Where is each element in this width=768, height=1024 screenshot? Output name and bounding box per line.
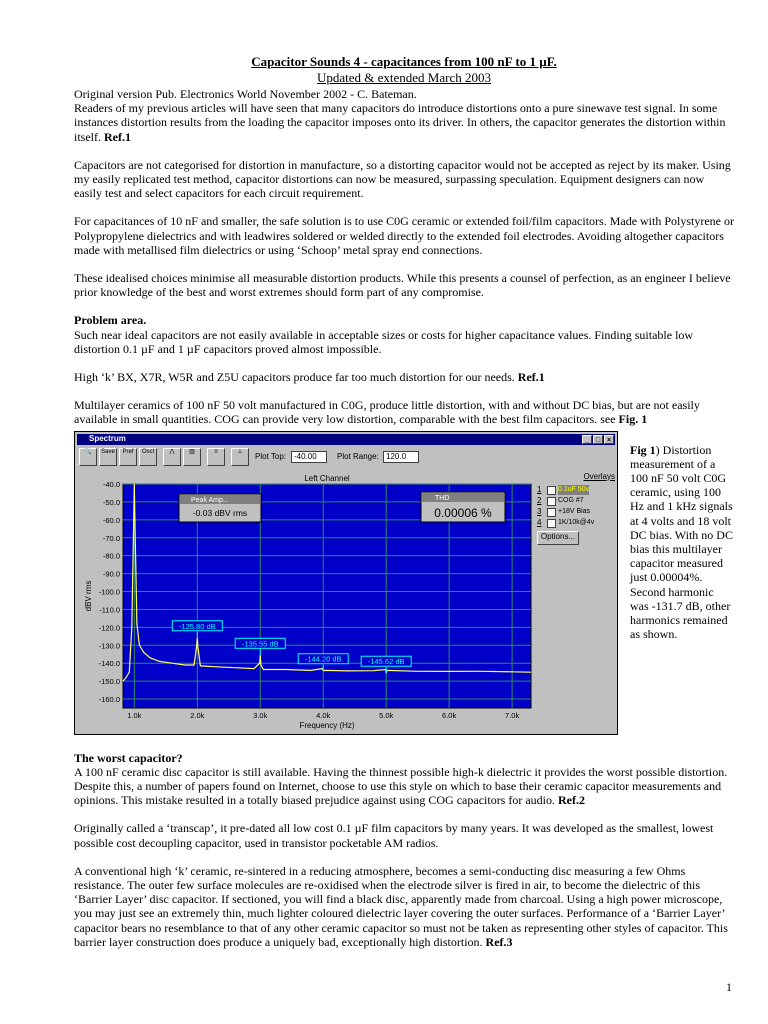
- spectrum-chart: [79, 472, 535, 734]
- annotation-label: -144.20 dB: [304, 654, 342, 664]
- overlay-label: +18V Bias: [558, 508, 591, 516]
- overlay-item[interactable]: [537, 518, 615, 529]
- caption-label: Fig 1: [630, 442, 656, 457]
- figure-row: [74, 431, 734, 737]
- overlay-checkbox[interactable]: [547, 486, 556, 495]
- peak-icon[interactable]: ⋀: [163, 448, 181, 466]
- document-page: [74, 54, 734, 963]
- ref-link[interactable]: Ref.1: [517, 370, 545, 385]
- intro-line-1: Original version Pub. Electronics World November 2002 - C. Bateman.: [74, 87, 417, 101]
- y-tick-label: -50.0: [102, 497, 120, 507]
- x-tick-label: 6.0k: [442, 710, 457, 720]
- overlay-number: 3: [537, 507, 542, 517]
- pref-tool-button[interactable]: Pref: [119, 448, 137, 466]
- overlay-number: 4: [537, 518, 542, 528]
- overlay-item[interactable]: [537, 507, 615, 518]
- window-title: Spectrum: [89, 433, 126, 443]
- y-tick-label: -110.0: [99, 605, 120, 615]
- window-titlebar[interactable]: [77, 434, 615, 445]
- y-tick-label: -80.0: [102, 551, 120, 561]
- paragraph-1: Capacitors are not categorised for distortion in manufacture, so a distorting capacitor would not be accepted as reject by its maker. Using my easily replicated test method, capacitor distortions can now be measured, surpassing speculation. Equipment designers can now easily test and select capacitors for each circuit requirement.: [74, 157, 731, 201]
- y-tick-label: -140.0: [98, 658, 120, 668]
- overlay-checkbox[interactable]: [547, 497, 556, 506]
- page-number: 1: [726, 980, 732, 994]
- paragraph-5-text: High ‘k’ BX, X7R, W5R and Z5U capacitors produce far too much distortion for our needs.: [74, 370, 515, 385]
- ref-link[interactable]: Ref.2: [558, 793, 586, 808]
- paragraph-6-text: Multilayer ceramics of 100 nF 50 volt manufactured in C0G, produce little distortion, with and without DC bias, but are not easily available in small quantities. COG can provide very low distortion, comparable with the best film capacitors. see: [74, 398, 700, 427]
- y-tick-label: -120.0: [98, 623, 120, 633]
- overlay-checkbox[interactable]: [547, 519, 556, 528]
- plot-top-input[interactable]: -40.00: [291, 451, 327, 463]
- intro-text: Readers of my previous articles will have seen that many capacitors do introduce distortions onto a pure sinewave test signal. In some instances distortion results from the loading the capacitor imposes onto its driver. In others, the capacitor generates the distortion within itself.: [74, 101, 726, 144]
- paragraph-6: [74, 398, 734, 426]
- spectrum-toolbar: [79, 448, 613, 468]
- overlay-label: 1K/10k@4v: [558, 519, 595, 527]
- spectrum-window: [74, 431, 618, 735]
- y-tick-label: -100.0: [98, 587, 120, 597]
- overlay-item[interactable]: [537, 496, 615, 507]
- overlay-item[interactable]: [537, 485, 615, 496]
- overlays-label[interactable]: Overlays: [583, 471, 615, 481]
- thd-meter-value: 0.00006 %: [434, 505, 492, 520]
- y-axis-label: dBV rms: [84, 580, 93, 611]
- oscl-tool-button[interactable]: Oscl: [139, 448, 157, 466]
- plot-range-label: Plot Range:: [337, 451, 379, 461]
- x-tick-label: 4.0k: [316, 710, 331, 720]
- paragraph-7-text: A 100 nF ceramic disc capacitor is still available. Having the thinnest possible high-k dielectric it provides the worst possible distortion. Despite this, a number of papers found on Internet, choose to use this style on which to base their ceramic capacitor measurements and opinions. This mistake resulted in a totally biased prejudice against using COG capacitors for audio.: [74, 764, 728, 808]
- x-tick-label: 1.0k: [127, 710, 142, 720]
- annotation-label: -135.55 dB: [241, 638, 279, 648]
- thd-meter-title: THD: [435, 494, 450, 502]
- page-subtitle: Updated & extended March 2003: [316, 70, 491, 85]
- fig-ref-link[interactable]: Fig. 1: [618, 412, 648, 427]
- plot-top-label: Plot Top:: [255, 451, 286, 461]
- y-tick-label: -40.0: [102, 479, 120, 489]
- y-tick-label: -150.0: [98, 676, 120, 686]
- overlay-checkbox[interactable]: [547, 508, 556, 517]
- paragraph-5: [74, 370, 734, 384]
- bars-icon[interactable]: ▥: [183, 448, 201, 466]
- list-icon[interactable]: ≡: [207, 448, 225, 466]
- figure-1: [74, 431, 620, 737]
- paragraph-4: Such near ideal capacitors are not easily available in acceptable sizes or costs for higher capacitance values. Finding suitable low distortion 0.1 µF and 1 µF capacitors proved almost impossible.: [74, 327, 694, 356]
- paragraph-8: Originally called a ‘transcap’, it pre-dated all low cost 0.1 µF film capacitors by many years. It was developed as the smallest, lowest possible cost decoupling capacitor, used in transistor pocketable AM radios.: [74, 821, 714, 850]
- zoom-icon[interactable]: 🔍: [79, 448, 97, 466]
- annotation-label: -145.62 dB: [367, 656, 405, 666]
- cursor-icon[interactable]: ⊥: [231, 448, 249, 466]
- paragraph-9: [74, 864, 734, 949]
- overlay-number: 1: [537, 485, 542, 495]
- overlay-label: COG #7: [558, 497, 584, 505]
- x-tick-label: 7.0k: [505, 710, 520, 720]
- save-tool-button[interactable]: Save: [99, 448, 117, 466]
- intro-paragraph: [74, 101, 734, 144]
- section-heading-worst: The worst capacitor?: [74, 750, 183, 765]
- caption-text: ) Distortion measurement of a 100 nF 50 volt C0G ceramic, using 100 Hz and 1 kHz signals at 4 volts and 18 volt DC bias. With no DC bias this multilayer capacitor measured just 0.00004%. Second harmonic was -131.7 dB, other harmonics remained as shown.: [630, 442, 733, 642]
- peak-meter-value: -0.03 dBV rms: [192, 507, 248, 518]
- figure-caption: [630, 431, 734, 737]
- ref-link[interactable]: Ref.3: [485, 934, 513, 949]
- overlay-list: [537, 485, 615, 529]
- x-axis-label: Frequency (Hz): [299, 720, 355, 730]
- plot-range-input[interactable]: 120.0: [383, 451, 419, 463]
- maximize-button[interactable]: □: [593, 435, 603, 444]
- minimize-button[interactable]: _: [582, 435, 592, 444]
- overlay-number: 2: [537, 496, 542, 506]
- overlays-panel: [537, 472, 615, 545]
- x-tick-label: 2.0k: [190, 710, 205, 720]
- paragraph-9-text: A conventional high ‘k’ ceramic, re-sintered in a reducing atmosphere, becomes a semi-conducting disc measuring a few Ohms resistance. The outer few surface molecules are re-oxidised when the electrode silver is fired in air, to become the dielectric of this ‘Barrier Layer’ disc capacitor. If sectioned, you will find a black disc, apparently made from charcoal. Using a high power microscope, you may just see an extremely thin, much lighter coloured dielectric layer covering the outer surfaces. Performance of a ‘Barrier Layer’ capacitor bears no resemblance to that of any other ceramic capacitor so must not be taken as representing other styles of capacitor. This barrier layer construction does produce a uniquely bad, exceptionally high distortion.: [74, 863, 728, 949]
- options-button[interactable]: Options...: [537, 531, 579, 545]
- paragraph-2: For capacitances of 10 nF and smaller, the safe solution is to use C0G ceramic or extended foil/film capacitors. Made with Polystyrene or Polypropylene dielectrics and with leadwires soldered or welded directly to the extended foil electrodes. Avoiding altogether capacitors made with metallised film dielectrics or using ‘Schoop’ metal spray end connections.: [74, 214, 735, 257]
- page-title: Capacitor Sounds 4 - capacitances from 100 nF to 1 µF.: [251, 54, 557, 69]
- paragraph-7: [74, 765, 734, 808]
- annotation-label: -125.80 dB: [178, 621, 216, 631]
- overlay-label: 0.1uF 50v: [558, 486, 590, 494]
- section-heading-problem: Problem area.: [74, 313, 147, 328]
- paragraph-3: These idealised choices minimise all measurable distortion products. While this presents a counsel of perfection, as an engineer I believe prior knowledge of the best and worst extremes should form part of any compromise.: [74, 271, 731, 300]
- close-button[interactable]: ×: [604, 435, 614, 444]
- y-tick-label: -90.0: [102, 569, 120, 579]
- x-tick-label: 3.0k: [253, 710, 268, 720]
- chart-title: Left Channel: [304, 473, 350, 483]
- y-tick-label: -60.0: [102, 515, 120, 525]
- ref-link[interactable]: Ref.1: [104, 129, 131, 144]
- peak-meter-title: Peak Amp...: [191, 496, 229, 504]
- x-tick-label: 5.0k: [379, 710, 394, 720]
- plot-area: [79, 472, 535, 734]
- y-tick-label: -70.0: [102, 533, 120, 543]
- y-tick-label: -160.0: [98, 694, 120, 704]
- y-tick-label: -130.0: [98, 640, 120, 650]
